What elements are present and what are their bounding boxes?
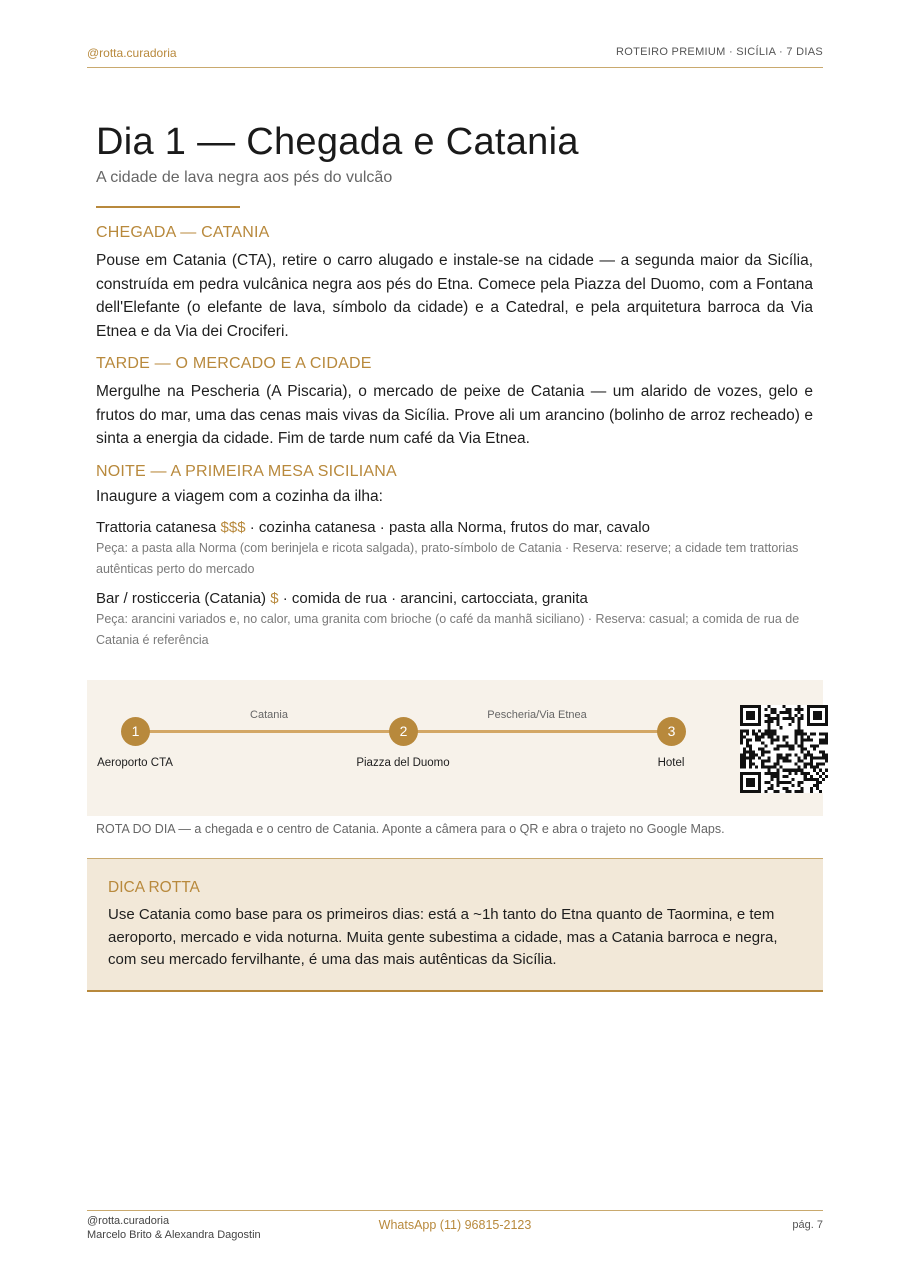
restaurant-line [96, 589, 813, 609]
footer-handle: @rotta.curadoria [87, 1215, 170, 1227]
footer-contact: WhatsApp (11) 96815-2123 [378, 1218, 532, 1232]
night-intro: Inaugure a viagem com a cozinha da ilha: [96, 487, 383, 505]
route-stop-marker: 3 [657, 717, 686, 746]
page-subtitle: A cidade de lava negra aos pés do vulcão [96, 169, 393, 186]
route-segment-label: Pescheria/Via Etnea [487, 709, 587, 721]
restaurant-note: Peça: arancini variados e, no calor, uma granita com brioche (o café da manhã siciliano) · Reserva: casual; a comida de rua de Catania é referência [96, 611, 800, 647]
page-footer [87, 1210, 823, 1241]
qr-code-icon[interactable] [740, 705, 828, 793]
footer-authors: Marcelo Brito & Alexandra Dagostin [87, 1229, 261, 1241]
page-number: pág. 7 [792, 1219, 823, 1231]
header-handle: @rotta.curadoria [87, 46, 177, 60]
price-badge: $ [270, 589, 279, 607]
page-header [87, 46, 823, 68]
route-caption: ROTA DO DIA — a chegada e o centro de Catania. Aponte a câmera para o QR e abra o trajeto no Google Maps. [96, 822, 725, 836]
route-stop-marker: 1 [121, 717, 150, 746]
tip-box [87, 858, 823, 992]
page-title: Dia 1 — Chegada e Catania [96, 121, 579, 163]
restaurant-line [96, 518, 813, 538]
route-stop-marker: 2 [389, 717, 418, 746]
route-stop-label: Piazza del Duomo [356, 757, 450, 769]
day-content [96, 224, 813, 660]
route-segment-label: Catania [250, 709, 288, 721]
section-heading-arrival: CHEGADA — CATANIA [96, 224, 270, 241]
price-badge: $$$ [220, 518, 246, 536]
restaurant-name: Trattoria catanesa [96, 518, 217, 536]
title-divider [96, 206, 240, 208]
tip-text: Use Catania como base para os primeiros dias: está a ~1h tanto do Etna quanto de Taormina, e tem aeroporto, mercado e vida noturna. Muita gente subestima a cidade, mas a Catania barroca e negra, com seu mercado fervilhante, é uma das mais autênticas da Sicília. [108, 906, 778, 968]
route-stop-label: Aeroporto CTA [97, 757, 173, 769]
restaurant-desc: · cozinha catanesa · pasta alla Norma, frutos do mar, cavalo [245, 518, 650, 536]
tip-heading: DICA ROTTA [108, 879, 200, 896]
route-map [87, 680, 823, 816]
header-doc-title: ROTEIRO PREMIUM · SICÍLIA · 7 DIAS [615, 46, 823, 58]
restaurant-note: Peça: a pasta alla Norma (com berinjela e ricota salgada), prato-símbolo de Catania · Reserva: reserve; a cidade tem trattorias autênticas perto do mercado [96, 540, 799, 576]
restaurant-name: Bar / rosticceria (Catania) [96, 589, 267, 607]
route-stop-label: Hotel [657, 757, 685, 769]
section-text-arrival: Pouse em Catania (CTA), retire o carro alugado e instale-se na cidade — a segunda maior da Sicília, construída em pedra vulcânica negra aos pés do Etna. Comece pela Piazza del Duomo, com a Fontana dell'Elefante (o elefante de lava, símbolo da cidade) e a Catedral, e pela arquitetura barroca da Via Etnea e da Via dei Crociferi. [96, 252, 813, 340]
restaurant-desc: · comida de rua · arancini, cartocciata, granita [278, 589, 588, 607]
section-text-afternoon: Mergulhe na Pescheria (A Piscaria), o mercado de peixe de Catania — um alarido de vozes, gelo e frutos do mar, uma das cenas mais vivas da Sicília. Prove ali um arancino (bolinho de arroz recheado) e sinta a energia da cidade. Fim de tarde num café da Via Etnea. [96, 383, 813, 447]
section-heading-night: NOITE — A PRIMEIRA MESA SICILIANA [96, 462, 397, 480]
restaurant-item [96, 518, 813, 581]
section-heading-afternoon: TARDE — O MERCADO E A CIDADE [96, 355, 372, 372]
restaurant-item [96, 589, 813, 652]
